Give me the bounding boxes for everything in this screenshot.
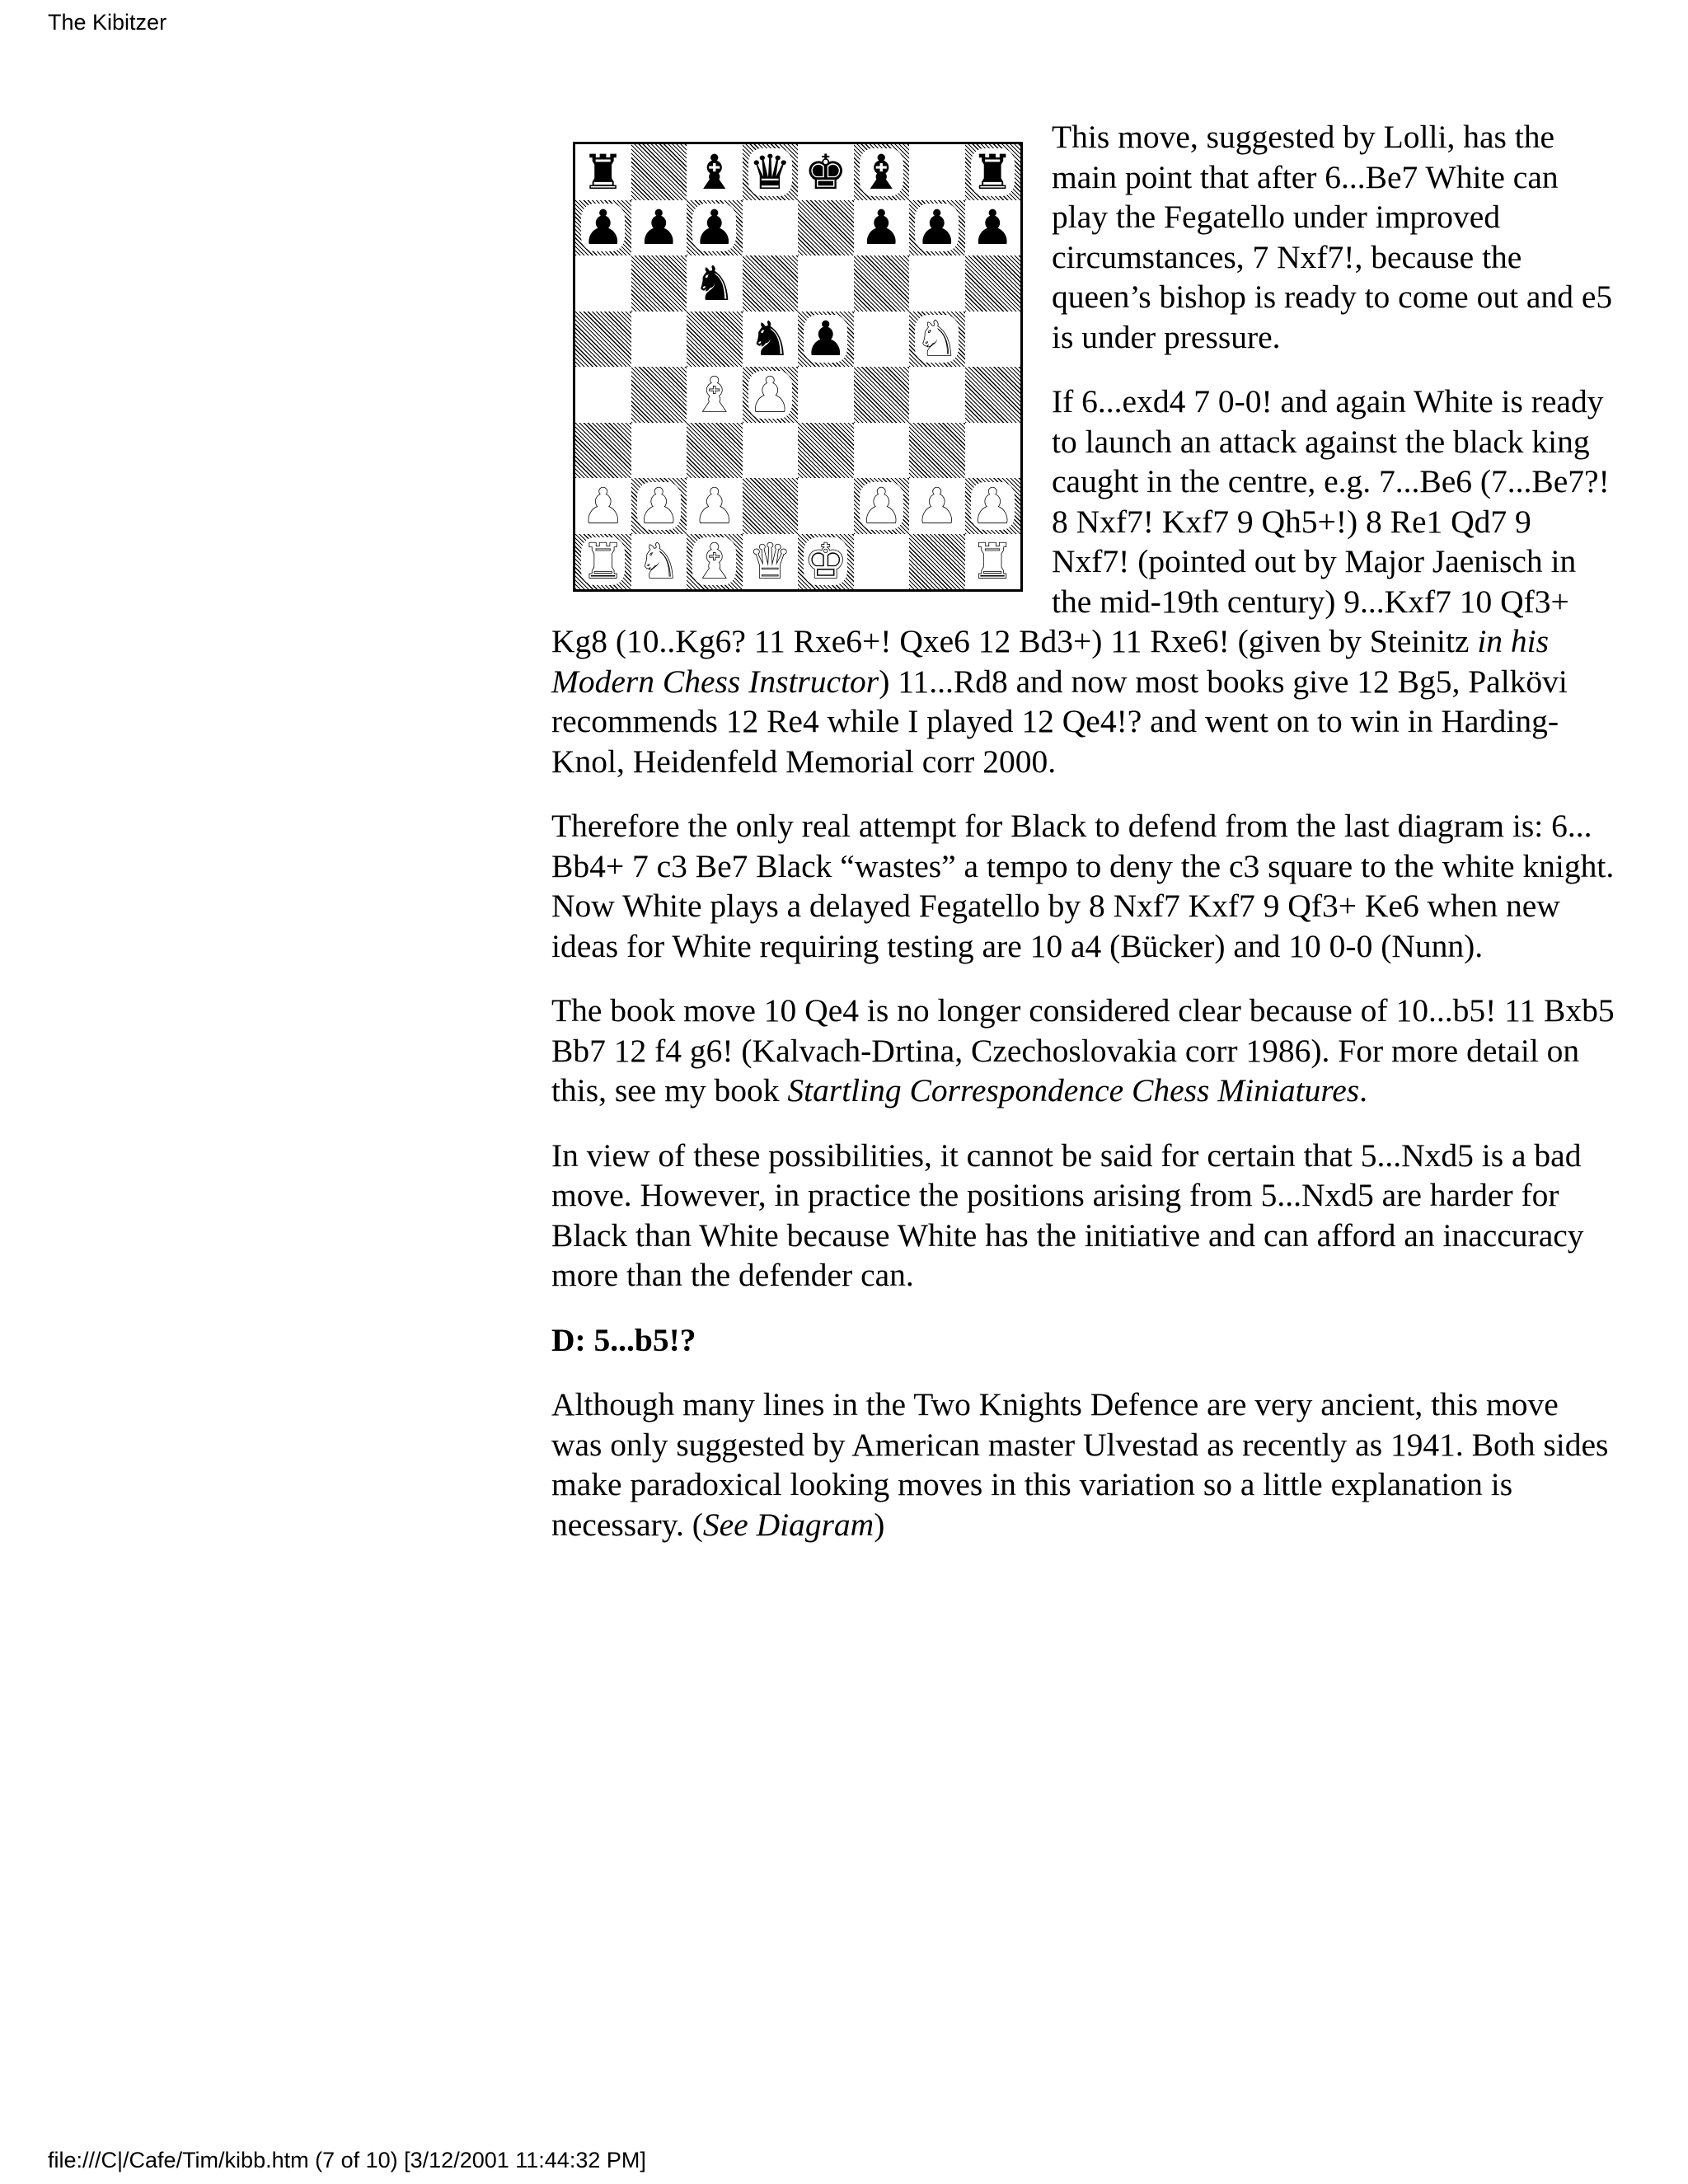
square-a6 [575, 255, 631, 312]
paragraph-2-text-a: If 6...exd4 7 0-0! and again White is ready to launch an attack against the black king caught in the centre, e.g. 7...Be6 (7...Be7?! 8 Nxf7! Kxf7 9 Qh5+!) 8 Re1 Qd7 9 Nxf7! (pointed out by Major Jaenisch in the mid-19th century) 9...Kxf7 10 Qf3+ Kg8 (10..Kg6? 11 Rxe6+! Qxe6 12 Bd3+) 11 Rxe6! (given by Steinitz [551, 383, 1610, 659]
square-d5 [743, 312, 799, 368]
black-knight-icon: ♞ [692, 255, 736, 312]
square-c7 [687, 200, 743, 256]
square-f2 [854, 478, 910, 534]
paragraph-4-text-a: The book move 10 Qe4 is no longer considered clear because of 10...b5! 11 Bxb5 Bb7 12 f4 g6! (Kalvach-Drtina, Czechoslovakia corr 1986). For more detail on this, see my book [551, 992, 1615, 1108]
paragraph-6-see-diagram: See Diagram [702, 1506, 874, 1543]
square-b3 [631, 423, 687, 479]
square-d2 [743, 478, 799, 534]
white-king-icon: ♚ [804, 533, 847, 590]
square-h7 [965, 200, 1021, 256]
black-pawn-icon: ♟ [971, 199, 1015, 256]
square-h8 [965, 144, 1021, 200]
square-g2 [909, 478, 965, 534]
paragraph-6-text-a: Although many lines in the Two Knights Defence are very ancient, this move was only suggested by American master Ulvestad as recently as 1941. Both sides make paradoxical looking moves in this variation so a little explanation is necessary. ( [551, 1386, 1609, 1543]
section-heading: D: 5...b5!? [551, 1321, 696, 1358]
paragraph-4-text-b: . [1359, 1072, 1368, 1108]
black-pawn-icon: ♟ [804, 311, 847, 368]
white-pawn-icon: ♟ [971, 477, 1015, 534]
square-d7 [743, 200, 799, 256]
black-pawn-icon: ♟ [860, 199, 903, 256]
paragraph-4 [551, 991, 1615, 1111]
paragraph-5: In view of these possibilities, it cannot be said for certain that 5...Nxd5 is a bad move. However, in practice the positions arising from 5...Nxd5 are harder for Black than White because White has the initiative and can afford an inaccuracy more than the defender can. [551, 1137, 1584, 1293]
square-g1 [909, 534, 965, 590]
white-bishop-icon: ♝ [692, 533, 736, 590]
black-rook-icon: ♜ [971, 143, 1015, 200]
black-bishop-icon: ♝ [860, 143, 903, 200]
paragraph-4-book-title: Startling Correspondence Chess Miniatures [787, 1072, 1360, 1108]
white-rook-icon: ♜ [581, 533, 625, 590]
square-a7 [575, 200, 631, 256]
white-pawn-icon: ♟ [581, 477, 625, 534]
square-h3 [965, 423, 1021, 479]
paragraph-1: This move, suggested by Lolli, has the main point that after 6...Be7 White can play the Fegatello under improved circumstances, 7 Nxf7!, because the queen’s bishop is ready to come out and e5 is under pressure. [1052, 119, 1613, 355]
page-footer-url: file:///C|/Cafe/Tim/kibb.htm (7 of 10) [3/12/2001 11:44:32 PM] [48, 2148, 646, 2172]
black-bishop-icon: ♝ [692, 143, 736, 200]
square-d6 [743, 255, 799, 312]
square-a4 [575, 367, 631, 423]
square-h6 [965, 255, 1021, 312]
square-f5 [854, 312, 910, 368]
chessboard [575, 144, 1020, 589]
paragraph-2-text-b: ) 11...Rd8 and now most books give 12 Bg5, Palkövi recommends 12 Re4 while I played 12 Qe4!? and went on to win in Harding-Knol, Heidenfeld Memorial corr 2000. [551, 663, 1568, 780]
square-b6 [631, 255, 687, 312]
paragraph-6 [551, 1385, 1615, 1544]
black-king-icon: ♚ [804, 143, 847, 200]
black-pawn-icon: ♟ [915, 199, 959, 256]
square-g8 [909, 144, 965, 200]
white-pawn-icon: ♟ [860, 477, 903, 534]
square-a2 [575, 478, 631, 534]
square-c5 [687, 312, 743, 368]
square-g3 [909, 423, 965, 479]
square-e2 [798, 478, 854, 534]
square-d8 [743, 144, 799, 200]
chess-diagram [573, 142, 1023, 592]
square-e4 [798, 367, 854, 423]
square-f4 [854, 367, 910, 423]
square-g6 [909, 255, 965, 312]
square-h2 [965, 478, 1021, 534]
white-pawn-icon: ♟ [915, 477, 959, 534]
white-pawn-icon: ♟ [748, 366, 792, 423]
square-g4 [909, 367, 965, 423]
square-d3 [743, 423, 799, 479]
black-pawn-icon: ♟ [637, 199, 681, 256]
square-c1 [687, 534, 743, 590]
square-c3 [687, 423, 743, 479]
page-header-title: The Kibitzer [48, 10, 167, 35]
square-b2 [631, 478, 687, 534]
square-c4 [687, 367, 743, 423]
black-pawn-icon: ♟ [581, 199, 625, 256]
square-e1 [798, 534, 854, 590]
square-b7 [631, 200, 687, 256]
square-a1 [575, 534, 631, 590]
square-b4 [631, 367, 687, 423]
square-b8 [631, 144, 687, 200]
paragraph-3: Therefore the only real attempt for Black to defend from the last diagram is: 6... Bb4+ 7 c3 Be7 Black “wastes” a tempo to deny the c3 square to the white knight. Now White plays a delayed Fegatello by 8 Nxf7 Kxf7 9 Qf3+ Ke6 when new ideas for White requiring testing are 10 a4 (Bücker) and 10 0-0 (Nunn). [551, 808, 1615, 964]
white-knight-icon: ♞ [915, 311, 959, 368]
square-f1 [854, 534, 910, 590]
square-c8 [687, 144, 743, 200]
square-a5 [575, 312, 631, 368]
paragraph-2-book-title: in his Modern Chess Instructor [551, 623, 1550, 700]
black-pawn-icon: ♟ [692, 199, 736, 256]
square-a3 [575, 423, 631, 479]
square-h4 [965, 367, 1021, 423]
square-e3 [798, 423, 854, 479]
square-f6 [854, 255, 910, 312]
square-c2 [687, 478, 743, 534]
square-h5 [965, 312, 1021, 368]
article-body [551, 117, 1615, 1569]
square-f7 [854, 200, 910, 256]
square-e5 [798, 312, 854, 368]
square-e7 [798, 200, 854, 256]
white-rook-icon: ♜ [971, 533, 1015, 590]
white-bishop-icon: ♝ [692, 366, 736, 423]
white-pawn-icon: ♟ [692, 477, 736, 534]
square-c6 [687, 255, 743, 312]
square-g5 [909, 312, 965, 368]
square-e6 [798, 255, 854, 312]
square-g7 [909, 200, 965, 256]
square-d1 [743, 534, 799, 590]
square-d4 [743, 367, 799, 423]
square-h1 [965, 534, 1021, 590]
square-a8 [575, 144, 631, 200]
white-queen-icon: ♛ [748, 533, 792, 590]
square-b5 [631, 312, 687, 368]
white-knight-icon: ♞ [637, 533, 681, 590]
black-queen-icon: ♛ [748, 143, 792, 200]
square-f3 [854, 423, 910, 479]
square-b1 [631, 534, 687, 590]
square-f8 [854, 144, 910, 200]
white-pawn-icon: ♟ [637, 477, 681, 534]
black-rook-icon: ♜ [581, 143, 625, 200]
square-e8 [798, 144, 854, 200]
black-knight-icon: ♞ [748, 311, 792, 368]
paragraph-6-text-b: ) [874, 1506, 885, 1543]
